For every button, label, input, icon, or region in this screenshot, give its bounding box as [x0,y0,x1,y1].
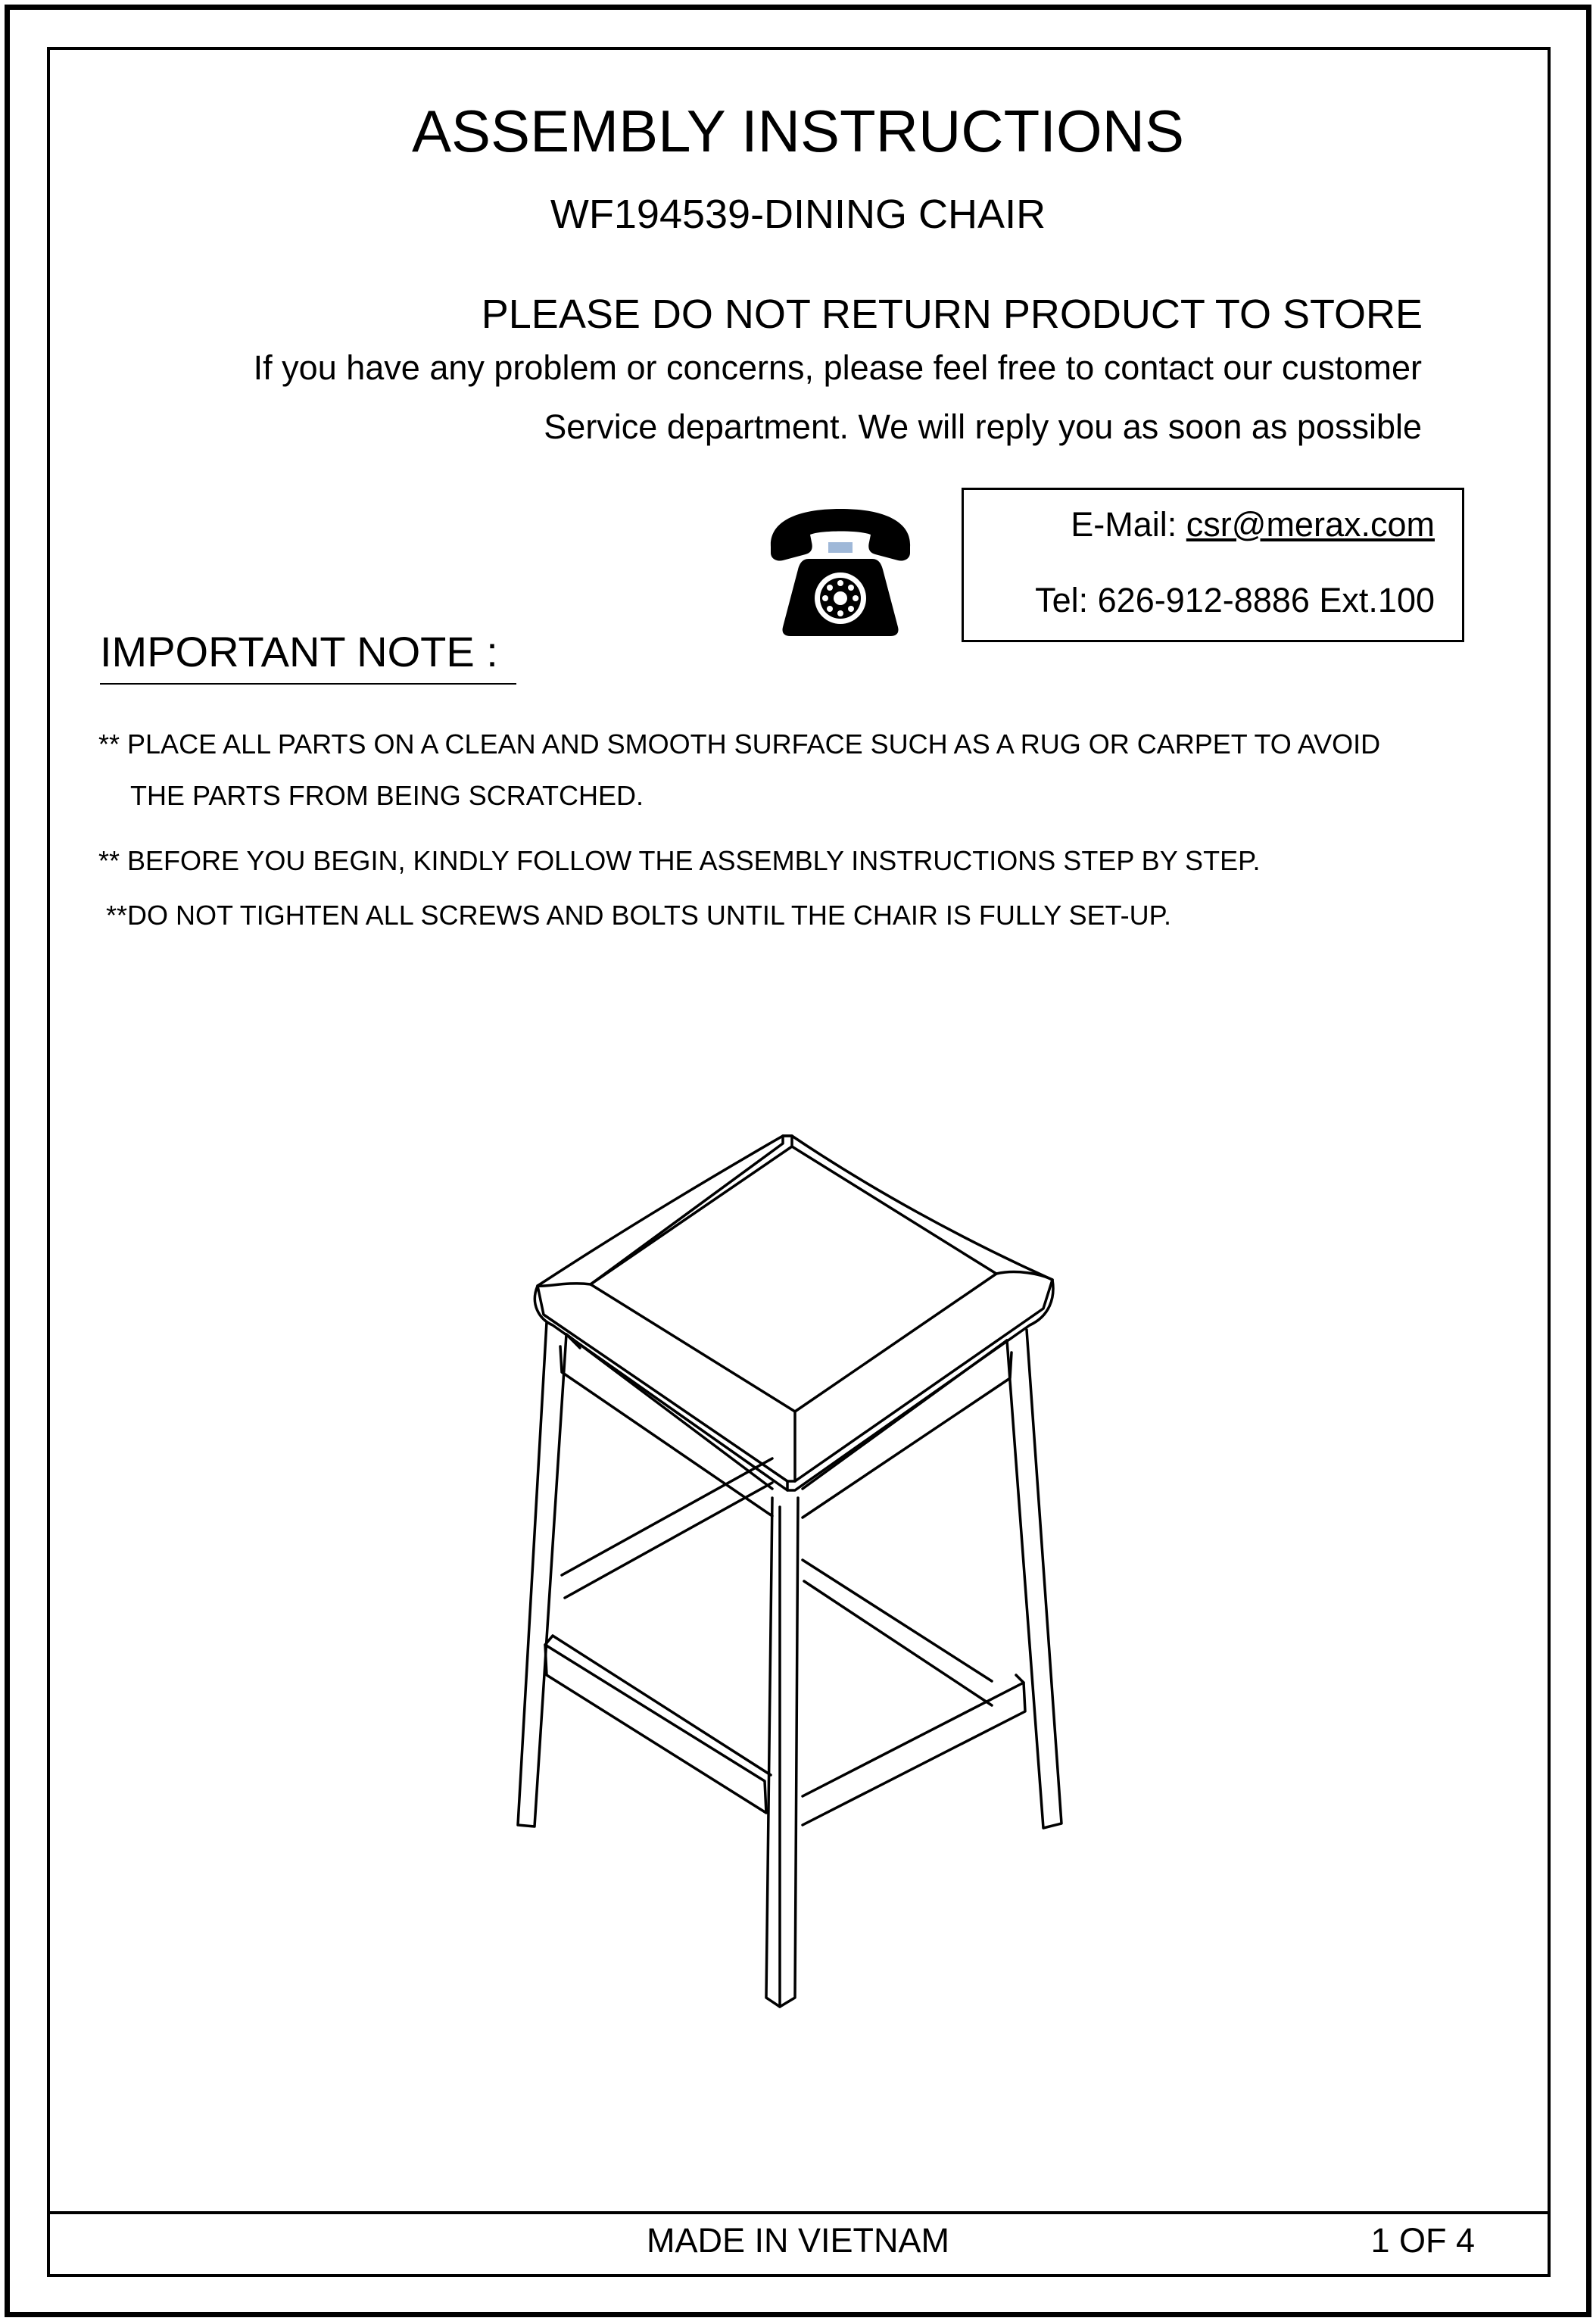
note-item-3: **DO NOT TIGHTEN ALL SCREWS AND BOLTS UNTIL THE CHAIR IS FULLY SET-UP. [106,900,1172,931]
telephone-icon [765,500,916,638]
email-label: E-Mail: [1071,505,1186,544]
email-line [1071,505,1435,544]
email-link[interactable]: csr@merax.com [1186,505,1435,544]
note-item-1: ** PLACE ALL PARTS ON A CLEAN AND SMOOTH SURFACE SUCH AS A RUG OR CARPET TO AVOID [98,728,1381,760]
notice-text-line-1: If you have any problem or concerns, please feel free to contact our customer [253,348,1422,387]
note-item-2: ** BEFORE YOU BEGIN, KINDLY FOLLOW THE ASSEMBLY INSTRUCTIONS STEP BY STEP. [98,845,1261,876]
telephone-line: Tel: 626-912-8886 Ext.100 [1035,581,1435,619]
page-number: 1 OF 4 [1370,2221,1475,2260]
footer-divider [47,2211,1548,2214]
document-title: ASSEMBLY INSTRUCTIONS [412,98,1184,164]
contact-info-box [962,488,1464,642]
bar-stool-drawing [477,1106,1158,2014]
important-note-heading: IMPORTANT NOTE : [100,628,498,675]
note-item-1-continued: THE PARTS FROM BEING SCRATCHED. [130,780,644,811]
heading-underline [100,683,516,685]
return-notice: PLEASE DO NOT RETURN PRODUCT TO STORE [481,292,1423,337]
product-model: WF194539-DINING CHAIR [550,192,1046,237]
made-in-label: MADE IN VIETNAM [646,2221,950,2260]
notice-text-line-2: Service department. We will reply you as soon as possible [544,407,1422,446]
